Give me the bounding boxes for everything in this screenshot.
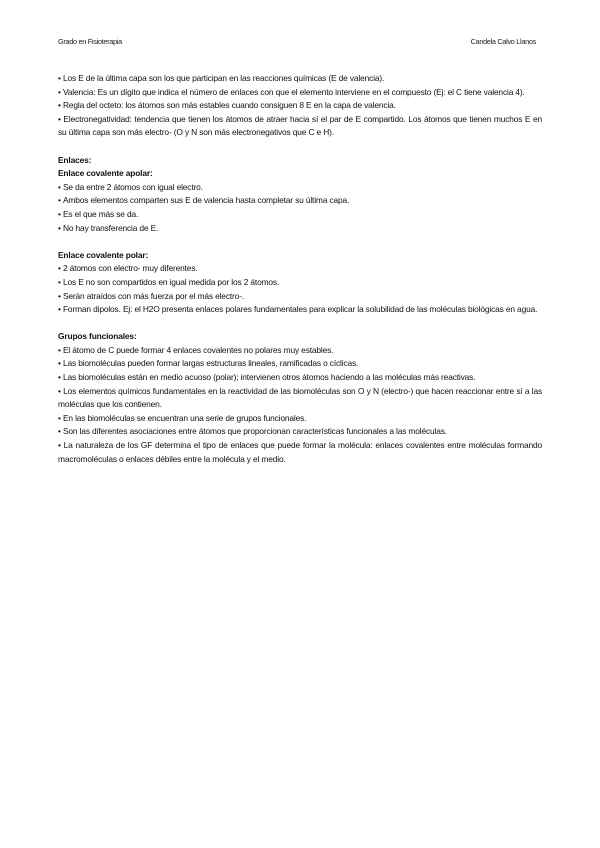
list-item: • Los elementos químicos fundamentales en la reactividad de las biomoléculas son O y N (electro-) que hacen reaccionar entre sí a las moléculas que los contienen.	[58, 385, 542, 412]
subsection-heading: Enlace covalente polar:	[58, 249, 149, 260]
list-item: • Las biomoléculas están en medio acuoso (polar); intervienen otros átomos haciendo a las moléculas más reactivas.	[58, 371, 542, 385]
intro-list	[58, 72, 542, 140]
list-item: • Serán atraídos con más fuerza por el más electro-.	[58, 290, 542, 304]
list-item: • Es el que más se da.	[58, 208, 542, 222]
grupos-section	[58, 330, 542, 466]
list-item: • No hay transferencia de E.	[58, 222, 542, 236]
list-item: • Forman dipolos. Ej: el H2O presenta enlaces polares fundamentales para explicar la solubilidad de las moléculas biológicas en agua.	[58, 303, 542, 317]
list-item: • 2 átomos con electro- muy diferentes.	[58, 262, 542, 276]
document-body	[58, 72, 542, 466]
grupos-list	[58, 344, 542, 466]
list-item: • El átomo de C puede formar 4 enlaces covalentes no polares muy estables.	[58, 344, 542, 358]
list-item: • Electronegatividad: tendencia que tienen los átomos de atraer hacia sí el par de E compartido. Los átomos que tienen muchos E en su última capa son más electro- (O y N son más electronegativos que C e H).	[58, 113, 542, 140]
polar-section	[58, 249, 542, 317]
list-item: • Los E de la última capa son los que participan en las reacciones químicas (E de valencia).	[58, 72, 542, 86]
list-item: • En las biomoléculas se encuentran una serie de grupos funcionales.	[58, 412, 542, 426]
header-author: Candela Calvo Llanos	[470, 37, 536, 46]
list-item: • Regla del octeto: los átomos son más estables cuando consiguen 8 E en la capa de valencia.	[58, 99, 542, 113]
enlaces-section	[58, 154, 542, 236]
list-item: • Ambos elementos comparten sus E de valencia hasta completar su última capa.	[58, 194, 542, 208]
header-course: Grado en Fisioterapia	[58, 37, 122, 46]
apolar-list	[58, 181, 542, 235]
page-header	[58, 37, 536, 46]
list-item: • Los E no son compartidos en igual medida por los 2 átomos.	[58, 276, 542, 290]
list-item: • Valencia: Es un dígito que indica el número de enlaces con que el elemento interviene en el compuesto (Ej: el C tiene valencia 4).	[58, 86, 542, 100]
list-item: • Son las diferentes asociaciones entre átomos que proporcionan características funcionales a las moléculas.	[58, 425, 542, 439]
polar-list	[58, 262, 542, 316]
section-heading: Enlaces:	[58, 154, 92, 165]
list-item: • Se da entre 2 átomos con igual electro.	[58, 181, 542, 195]
subsection-heading: Enlace covalente apolar:	[58, 168, 153, 179]
section-heading: Grupos funcionales:	[58, 331, 137, 342]
list-item: • La naturaleza de los GF determina el tipo de enlaces que puede formar la molécula: enlaces covalentes entre moléculas formando macromoléculas o enlaces débiles entre la molécula y el medio.	[58, 439, 542, 466]
list-item: • Las biomoléculas pueden formar largas estructuras lineales, ramificadas o cíclicas.	[58, 357, 542, 371]
